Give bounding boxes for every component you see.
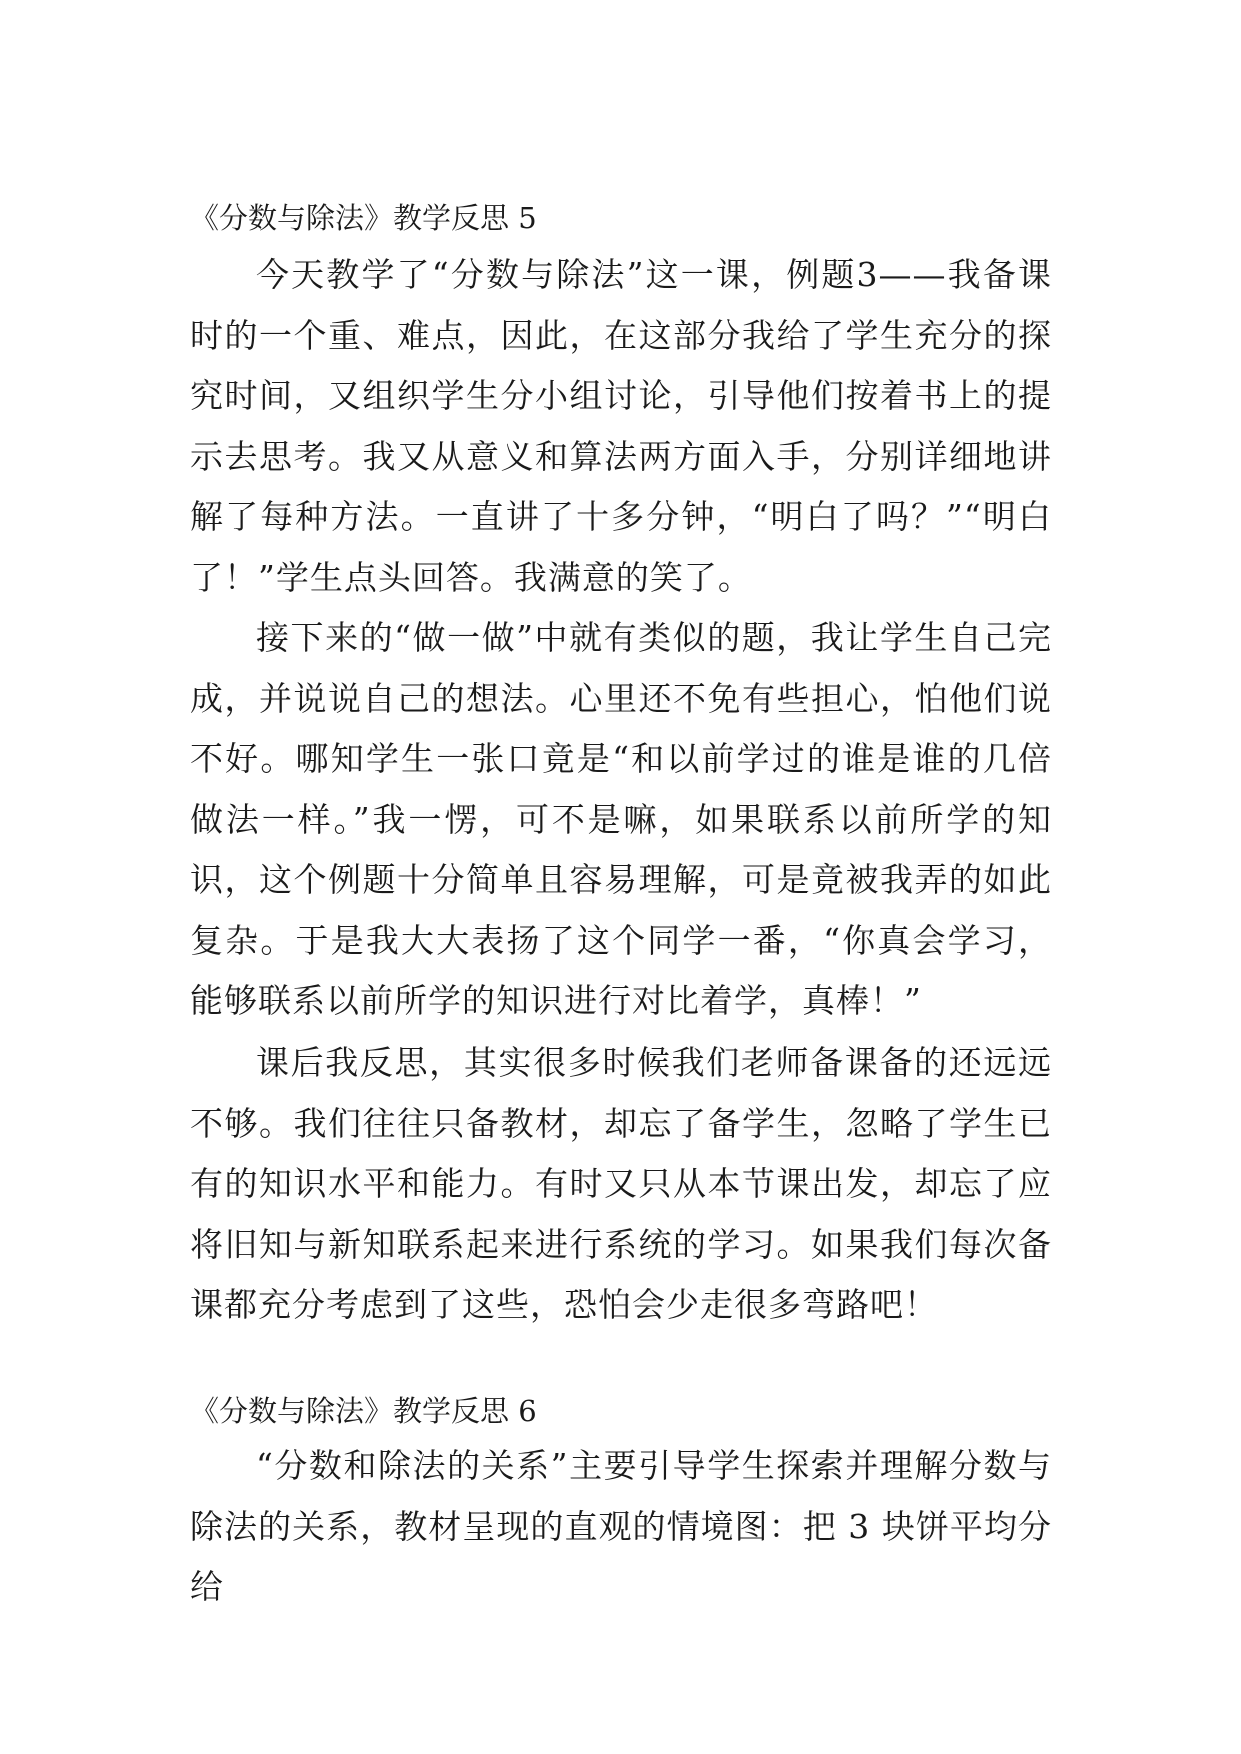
paragraph-6-1: “分数和除法的关系”主要引导学生探索并理解分数与除法的关系，教材呈现的直观的情境图：把 3 块饼平均分给: [190, 1446, 1052, 1606]
section-title-6: 《分数与除法》教学反思 6: [190, 1394, 537, 1428]
paragraph-5-2: 接下来的“做一做”中就有类似的题，我让学生自己完成，并说说自己的想法。心里还不免有些担心，怕他们说不好。哪知学生一张口竟是“和以前学过的谁是谁的几倍做法一样。”我一愣，可不是嘛，如果联系以前所学的知识，这个例题十分简单且容易理解，可是竟被我弄的如此复杂。于是我大大表扬了这个同学一番，“你真会学习，能够联系以前所学的知识进行对比着学，真棒！”: [190, 618, 1052, 1020]
paragraph-5-3: 课后我反思，其实很多时候我们老师备课备的还远远不够。我们往往只备教材，却忘了备学生，忽略了学生已有的知识水平和能力。有时又只从本节课出发，却忘了应将旧知与新知联系起来进行系统的学习。如果我们每次备课都充分考虑到了这些，恐怕会少走很多弯路吧！: [190, 1043, 1052, 1324]
paragraph-5-1: 今天教学了“分数与除法”这一课，例题3——我备课时的一个重、难点，因此，在这部分我给了学生充分的探究时间，又组织学生分小组讨论，引导他们按着书上的提示去思考。我又从意义和算法两方面入手，分别详细地讲解了每种方法。一直讲了十多分钟，“明白了吗？”“明白了！”学生点头回答。我满意的笑了。: [190, 255, 1052, 597]
section-title-5: 《分数与除法》教学反思 5: [190, 201, 537, 235]
